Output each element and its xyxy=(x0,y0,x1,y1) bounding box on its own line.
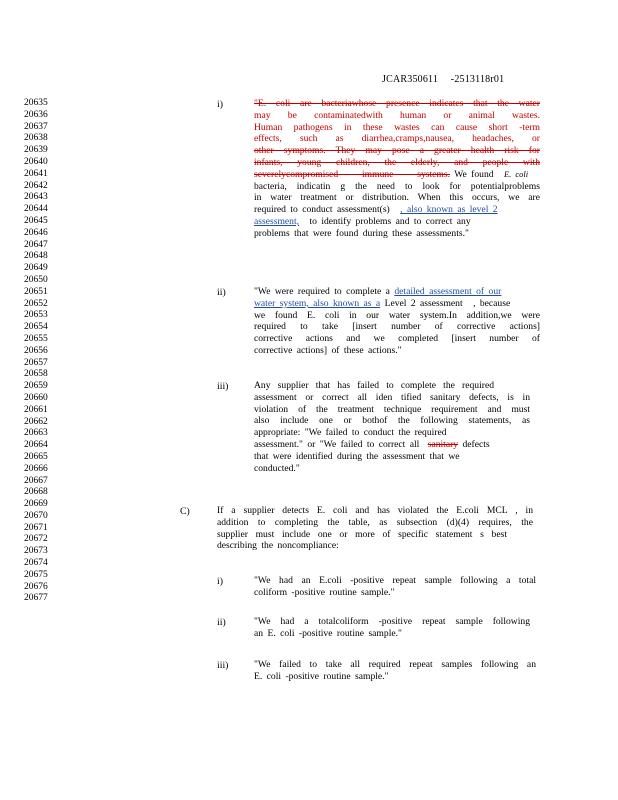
text-line: Any supplier that has failed to complete the required xyxy=(254,380,494,391)
text: assessment." or "We failed to correct all xyxy=(254,438,420,450)
line-number: 20666 xyxy=(24,463,48,474)
text-line xyxy=(254,216,540,228)
text-line: problems that were found during these assessments." xyxy=(254,227,469,239)
line-number: 20662 xyxy=(24,416,48,427)
line-number: 20661 xyxy=(24,404,48,415)
text-line: "We had an E.coli -positive repeat sample following a total xyxy=(254,575,536,586)
item-marker: iii) xyxy=(217,381,229,392)
italic-text: E. coli xyxy=(503,168,529,179)
line-number: 20650 xyxy=(24,274,48,285)
text: Level 2 assessment xyxy=(384,297,463,309)
text-line: that were identified during the assessment that we xyxy=(254,450,460,462)
line-number: 20645 xyxy=(24,215,48,226)
line-number: 20638 xyxy=(24,133,48,144)
line-number: 20668 xyxy=(24,487,48,498)
deleted-text: sanitary xyxy=(427,438,459,450)
line-number: 20675 xyxy=(24,569,48,580)
red-text: effects, such as diarrhea,cramps,nausea, headaches, or xyxy=(254,133,540,145)
inserted-text: water system, also known as a xyxy=(254,297,381,309)
inserted-text: , also known as level 2 xyxy=(400,204,498,216)
red-text: Human pathogens in these wastes can cause short -term xyxy=(254,121,540,133)
text: to identify problems and to correct any xyxy=(309,215,471,227)
line-number: 20643 xyxy=(24,192,48,203)
line-number: 20665 xyxy=(24,451,48,462)
line-number: 20647 xyxy=(24,239,48,250)
text: "We were required to complete a xyxy=(254,286,390,297)
line-number: 20674 xyxy=(24,558,48,569)
page-header xyxy=(382,74,504,85)
text-line xyxy=(254,286,540,298)
text-line: E. coli -positive routine sample." xyxy=(254,670,389,682)
text-line: "We had a totalcoliform -positive repeat sample following xyxy=(254,616,530,627)
text-line xyxy=(254,298,540,310)
line-number: 20646 xyxy=(24,227,48,238)
item-marker: ii) xyxy=(217,287,226,298)
text-line: addition to completing the table, as subsection (d)(4) requires, the xyxy=(217,516,533,528)
text-line: describing the noncompliance: xyxy=(217,540,339,552)
text-line: violation of the treatment technique requirement and must xyxy=(254,403,530,415)
text: We found xyxy=(454,168,494,180)
text: required to conduct assessment(s) xyxy=(254,204,390,216)
deleted-text: other symptoms. They may pose a greater health risk for xyxy=(254,145,540,157)
line-number: 20677 xyxy=(24,593,48,604)
text-line: If a supplier detects E. coli and has violated the E.coli MCL , in xyxy=(217,505,533,516)
line-number: 20640 xyxy=(24,156,48,167)
deleted-text: infants, young children, the elderly, and people with xyxy=(254,156,540,168)
line-number: 20655 xyxy=(24,333,48,344)
text-line: required to take [insert number of corrective actions] xyxy=(254,321,540,333)
line-number: 20636 xyxy=(24,109,48,120)
item-marker: C) xyxy=(180,506,190,517)
line-number: 20639 xyxy=(24,145,48,156)
line-number: 20667 xyxy=(24,475,48,486)
text-line: supplier must include one or more of specific statement s best xyxy=(217,528,507,540)
text-line: corrective actions and we completed [insert number of xyxy=(254,333,540,345)
text: defects xyxy=(462,438,490,450)
line-number: 20635 xyxy=(24,98,48,108)
line-number: 20663 xyxy=(24,428,48,439)
text: , because xyxy=(473,297,511,309)
text-line: coliform -positive routine sample." xyxy=(254,586,395,598)
line-number: 20652 xyxy=(24,298,48,309)
line-number: 20664 xyxy=(24,440,48,451)
deleted-text: "E. coli are bacteriawhose presence indicates that the water xyxy=(254,98,540,109)
line-number: 20649 xyxy=(24,263,48,274)
line-number: 20648 xyxy=(24,251,48,262)
line-number: 20651 xyxy=(24,286,48,297)
line-number: 20653 xyxy=(24,310,48,321)
text-line xyxy=(254,169,540,181)
text-line: in water treatment or distribution. When this occurs, we are xyxy=(254,192,540,204)
line-number: 20669 xyxy=(24,499,48,510)
line-number: 20670 xyxy=(24,510,48,521)
text-line: an E. coli -positive routine sample." xyxy=(254,627,402,639)
line-number: 20676 xyxy=(24,581,48,592)
item-marker: iii) xyxy=(217,660,229,671)
line-number: 20642 xyxy=(24,180,48,191)
line-number: 20654 xyxy=(24,322,48,333)
item-marker: ii) xyxy=(217,617,226,628)
line-number: 20656 xyxy=(24,345,48,356)
text-line: we found E. coli in our water system.In addition,we were xyxy=(254,309,540,321)
line-number: 20673 xyxy=(24,546,48,557)
text-line xyxy=(254,439,530,451)
text-line: assessment or correct all iden tified sanitary defects, is in xyxy=(254,391,530,403)
text-line: conducted." xyxy=(254,462,300,474)
line-number: 20660 xyxy=(24,392,48,403)
line-numbers xyxy=(24,98,74,605)
line-number: 20672 xyxy=(24,534,48,545)
red-text: may be contaminatedwith human or animal wastes. xyxy=(254,109,540,121)
text-line: appropriate: "We failed to conduct the required xyxy=(254,427,447,439)
text-line xyxy=(254,204,540,216)
text-line: "We failed to take all required repeat samples following an xyxy=(254,659,536,670)
line-number: 20657 xyxy=(24,357,48,368)
revision-id: -2513118r01 xyxy=(450,74,505,85)
line-number: 20644 xyxy=(24,204,48,215)
doc-id: JCAR350611 xyxy=(382,74,439,85)
line-number: 20637 xyxy=(24,121,48,132)
line-number: 20659 xyxy=(24,381,48,392)
deleted-text: severelycompromised immune systems. xyxy=(254,168,450,180)
line-number: 20671 xyxy=(24,522,48,533)
item-marker: i) xyxy=(217,576,223,587)
line-number: 20641 xyxy=(24,168,48,179)
item-marker: i) xyxy=(217,99,223,110)
inserted-text: assessment, xyxy=(254,215,300,227)
text-line: also include one or bothof the following statements, as xyxy=(254,415,530,427)
text-line: bacteria, indicatin g the need to look for potentialproblems xyxy=(254,180,540,192)
text-line: corrective actions] of these actions." xyxy=(254,344,402,356)
inserted-text: detailed assessment of our xyxy=(394,286,502,297)
line-number: 20658 xyxy=(24,369,48,380)
